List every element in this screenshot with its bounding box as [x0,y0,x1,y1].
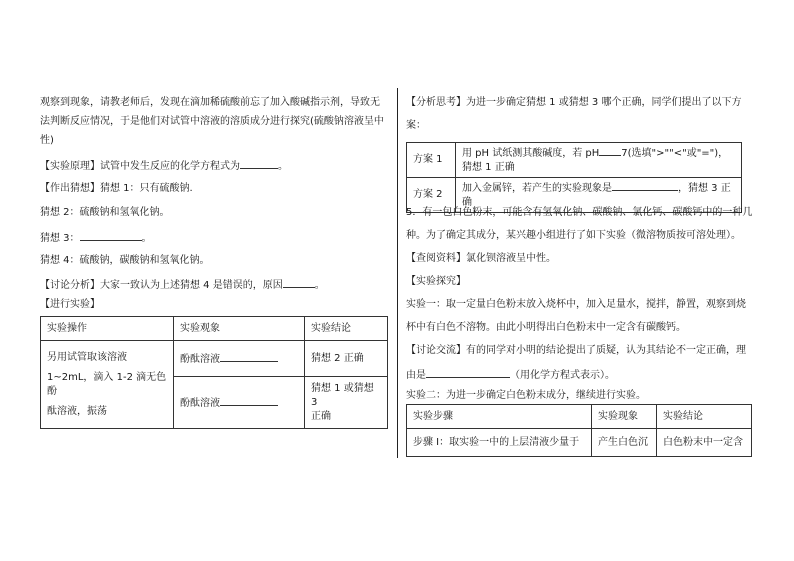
hypothesis-line: 【作出猜想】猜想 1：只有硫酸钠. [40,183,193,194]
answer-blank[interactable] [612,180,678,191]
header-cell: 实验结论 [305,317,388,341]
operation-cell [41,341,174,429]
operation-line: 酞溶液，振荡 [47,405,107,417]
table-header-row [41,317,388,341]
observation-text: 酚酞溶液 [180,353,220,365]
answer-blank[interactable] [220,395,278,406]
lookup-line: 【查阅资料】氯化钡溶液呈中性。 [406,253,556,264]
guess-3-line [40,230,152,246]
discussion-text: 【讨论分析】大家一致认为上述猜想 4 是错误的，原因 [40,280,283,291]
analysis-line-2: 案： [406,120,426,131]
exchange-text: 由是 [406,370,426,381]
analysis-line-1: 【分析思考】为进一步确定猜想 1 或猜想 3 哪个正确，同学们提出了以下方 [406,97,742,108]
intro-line-1: 观察到现象，请教老师后，发现在滴加稀硫酸前忘了加入酸碱指示剂，导致无 [40,97,380,108]
table-row [407,143,742,178]
observation-cell [174,341,305,377]
exchange-line-2 [406,367,615,383]
table-row [407,429,752,457]
plan-label: 方案 2 [407,178,456,213]
header-cell: 实验步骤 [407,405,592,429]
explore-heading: 【实验探究】 [406,276,466,287]
step-cell: 步骤 I：取实验一中的上层清液少量于 [407,429,592,457]
guess-3-end: 。 [141,233,152,244]
table-row [41,341,388,377]
answer-blank[interactable] [599,145,621,156]
plan-text-end: ，猜想 3 正确 [462,183,731,208]
principle-text: 【实验原理】试管中发生反应的化学方程式为 [40,161,240,172]
table-header-row [407,405,752,429]
guess-4-line: 猜想 4：硫酸钠，碳酸钠和氢氧化钠。 [40,255,210,266]
operation-line: 另用试管取该溶液 [47,351,127,363]
conclusion-line: 正确 [311,410,331,422]
plan-text: 用 pH 试纸测其酸碱度，若 pH [462,148,600,159]
conclusion-cell: 白色粉末中一定含 [657,429,752,457]
principle-line [40,158,288,174]
answer-blank[interactable] [220,351,278,362]
conclusion-cell: 猜想 2 正确 [305,341,388,377]
exchange-line-1: 【讨论交流】有的同学对小明的结论提出了质疑，认为其结论不一定正确，理 [406,345,746,356]
plan-content [456,143,742,178]
observation-text: 酚酞溶液 [180,397,220,409]
principle-end: 。 [278,161,288,172]
experiment-2-line: 实验二：为进一步确定白色粉末成分，继续进行实验。 [406,390,646,401]
exchange-text-end: （用化学方程式表示）。 [510,370,615,381]
guess-3-text: 猜想 3： [40,233,80,244]
plan-text-end: 7(选填">""<"或"=")，猜想 1 正确 [462,148,729,173]
conclusion-cell [305,377,388,429]
conclusion-line: 猜想 1 或猜想 3 [311,382,374,408]
plan-label: 方案 1 [407,143,456,178]
plans-table [406,142,742,213]
answer-blank[interactable] [283,277,315,288]
answer-blank[interactable] [80,230,142,241]
question-5-line-2: 种。为了确定其成分，某兴趣小组进行了如下实验（微溶物质按可溶处理）。 [406,230,741,241]
conduct-heading: 【进行实验】 [40,299,100,310]
operation-line: 1~2mL，滴入 1-2 滴无色酚 [47,371,167,397]
experiment-1-line-1: 实验一：取一定量白色粉末放入烧杯中，加入足量水，搅拌，静置，观察到烧 [406,299,746,310]
answer-blank[interactable] [426,367,510,378]
experiment-table [40,316,388,429]
observation-cell: 产生白色沉 [592,429,657,457]
header-cell: 实验结论 [657,405,752,429]
steps-table [406,404,752,457]
column-divider [397,88,398,458]
intro-line-3: 性) [40,135,54,146]
header-cell: 实验观象 [174,317,305,341]
header-cell: 实验现象 [592,405,657,429]
experiment-1-line-2: 杯中有白色不溶物。由此小明得出白色粉末中一定含有碳酸钙。 [406,322,686,333]
header-cell: 实验操作 [41,317,174,341]
question-5-line-1: 5．有一包白色粉末，可能含有氢氧化钠、碳酸钠、氯化钙、碳酸钙中的一种几 [406,207,753,218]
observation-cell [174,377,305,429]
guess-2-line: 猜想 2：硫酸钠和氢氧化钠。 [40,207,170,218]
discussion-line [40,277,325,293]
plan-text: 加入金属锌，若产生的实验现象是 [462,183,612,194]
intro-line-2: 法判断反应情况，于是他们对试管中溶液的溶质成分进行探究(硫酸钠溶液呈中 [40,116,384,127]
discussion-end: 。 [314,280,325,291]
answer-blank[interactable] [240,158,278,169]
